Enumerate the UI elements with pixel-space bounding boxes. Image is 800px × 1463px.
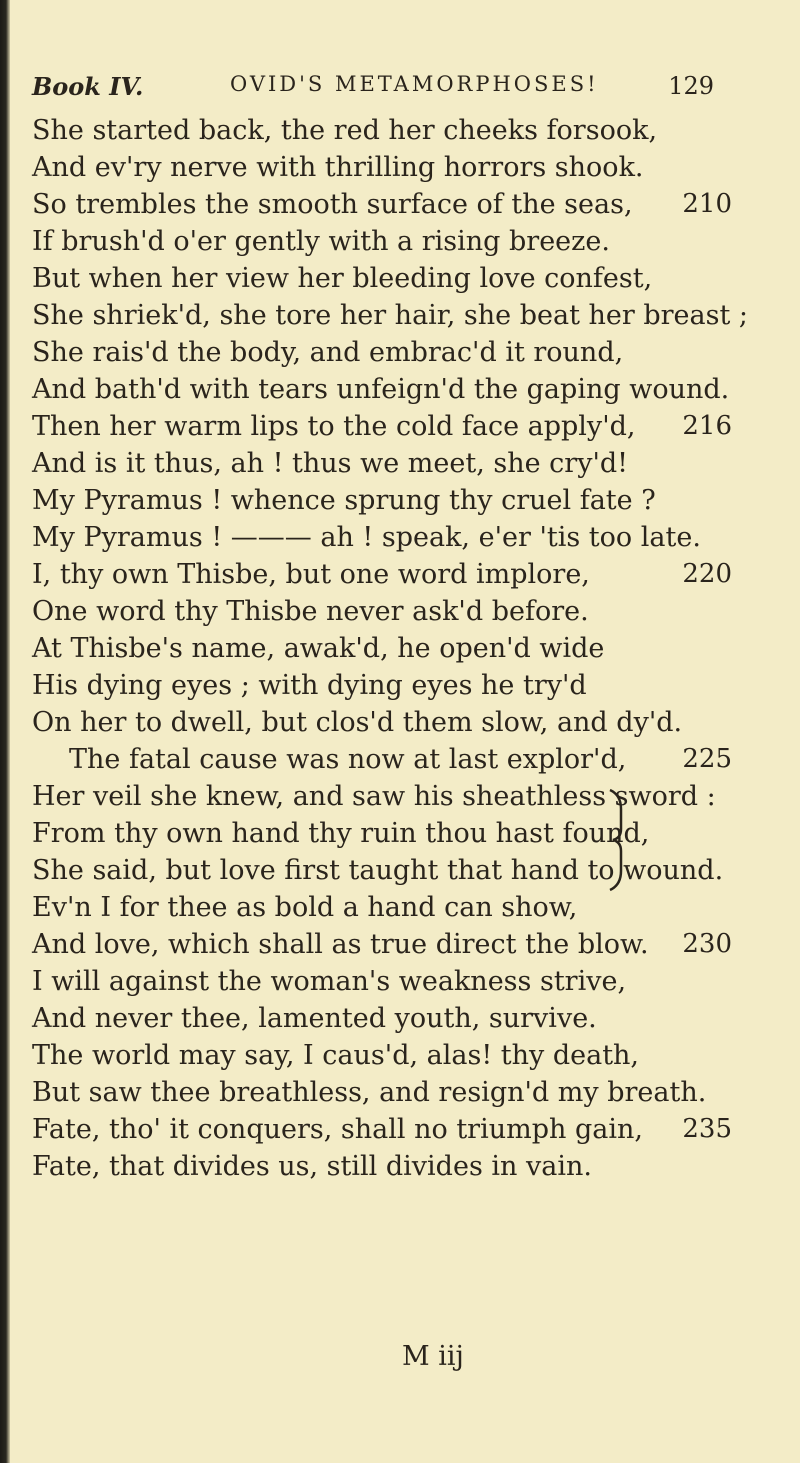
poem-line-text: So trembles the smooth surface of the seas, (32, 189, 633, 220)
header-title: OVID'S METAMORPHOSES! (230, 72, 599, 96)
poem-line-text: She started back, the red her cheeks forsook, (32, 115, 658, 146)
poem-line-text: And bath'd with tears unfeign'd the gaping wound. (32, 374, 730, 405)
header-page-number: 129 (668, 72, 714, 100)
poem-line-text: And never thee, lamented youth, survive. (32, 1003, 597, 1034)
poem-line (32, 519, 732, 556)
poem-line-text: Her veil she knew, and saw his sheathless sword : (32, 781, 716, 812)
poem-line (32, 223, 732, 260)
poem-line-text: From thy own hand thy ruin thou hast found, (32, 818, 650, 849)
header-book-label: Book IV. (32, 72, 144, 101)
line-number: 235 (682, 1114, 732, 1144)
page-spine-shadow (0, 0, 10, 1463)
poem-line (32, 1148, 732, 1185)
running-header (32, 72, 714, 112)
poem-line (32, 593, 732, 630)
poem-line (32, 149, 732, 186)
poem-line-text: Ev'n I for thee as bold a hand can show, (32, 892, 578, 923)
poem-line (32, 297, 749, 334)
poem-line-text: And ev'ry nerve with thrilling horrors shook. (32, 152, 644, 183)
poem-line (32, 630, 732, 667)
poem-line (32, 704, 732, 741)
poem-line-text: The world may say, I caus'd, alas! thy death, (32, 1040, 640, 1071)
poem-line-text: His dying eyes ; with dying eyes he try'd (32, 670, 587, 701)
poem-line (32, 1037, 732, 1074)
triplet-brace (607, 787, 627, 893)
poem-line (32, 186, 732, 223)
poem-line-text: The fatal cause was now at last explor'd, (69, 744, 627, 775)
poem-line (32, 741, 732, 778)
poem-line-text: Fate, tho' it conquers, shall no triumph gain, (32, 1114, 643, 1145)
poem-line (32, 778, 732, 815)
poem-line (32, 926, 732, 963)
poem-line-text: One word thy Thisbe never ask'd before. (32, 596, 589, 627)
poem-line-text: She shriek'd, she tore her hair, she beat her breast ; (32, 300, 749, 331)
poem-line (32, 408, 732, 445)
poem-line (32, 334, 732, 371)
poem-line-text: My Pyramus ! ——— ah ! speak, e'er 'tis too late. (32, 522, 701, 553)
poem-line (32, 1074, 732, 1111)
poem-line (32, 260, 732, 297)
poem-line-text: Then her warm lips to the cold face apply'd, (32, 411, 636, 442)
poem-line (32, 1000, 732, 1037)
poem-line-text: She rais'd the body, and embrac'd it round, (32, 337, 624, 368)
poem-line-text: And is it thus, ah ! thus we meet, she cry'd! (32, 448, 629, 479)
poem-line (32, 667, 732, 704)
poem-line (32, 556, 732, 593)
poem-line-text: On her to dwell, but clos'd them slow, and dy'd. (32, 707, 683, 738)
poem-line-text: I, thy own Thisbe, but one word implore, (32, 559, 590, 590)
poem-line-text: My Pyramus ! whence sprung thy cruel fate ? (32, 485, 656, 516)
poem-text (32, 112, 749, 1185)
poem-line-text: Fate, that divides us, still divides in vain. (32, 1151, 592, 1182)
poem-line-text: But when her view her bleeding love confest, (32, 263, 653, 294)
poem-line (32, 815, 732, 852)
line-number: 220 (682, 559, 732, 589)
poem-line (32, 852, 732, 889)
poem-line-text: At Thisbe's name, awak'd, he open'd wide (32, 633, 605, 664)
poem-line (32, 1111, 732, 1148)
poem-line-text: If brush'd o'er gently with a rising breeze. (32, 226, 610, 257)
line-number: 216 (682, 411, 732, 441)
poem-line (32, 482, 732, 519)
poem-line-text: But saw thee breathless, and resign'd my breath. (32, 1077, 707, 1108)
poem-line (32, 445, 732, 482)
poem-line-text: She said, but love first taught that hand to wound. (32, 855, 724, 886)
line-number: 225 (682, 744, 732, 774)
poem-line (32, 963, 732, 1000)
poem-line (32, 371, 732, 408)
poem-line (32, 889, 732, 926)
line-number: 230 (682, 929, 732, 959)
line-number: 210 (682, 189, 732, 219)
poem-line (32, 112, 732, 149)
poem-line-text: And love, which shall as true direct the blow. (32, 929, 649, 960)
signature-mark: M iij (402, 1341, 464, 1372)
poem-line-text: I will against the woman's weakness strive, (32, 966, 627, 997)
